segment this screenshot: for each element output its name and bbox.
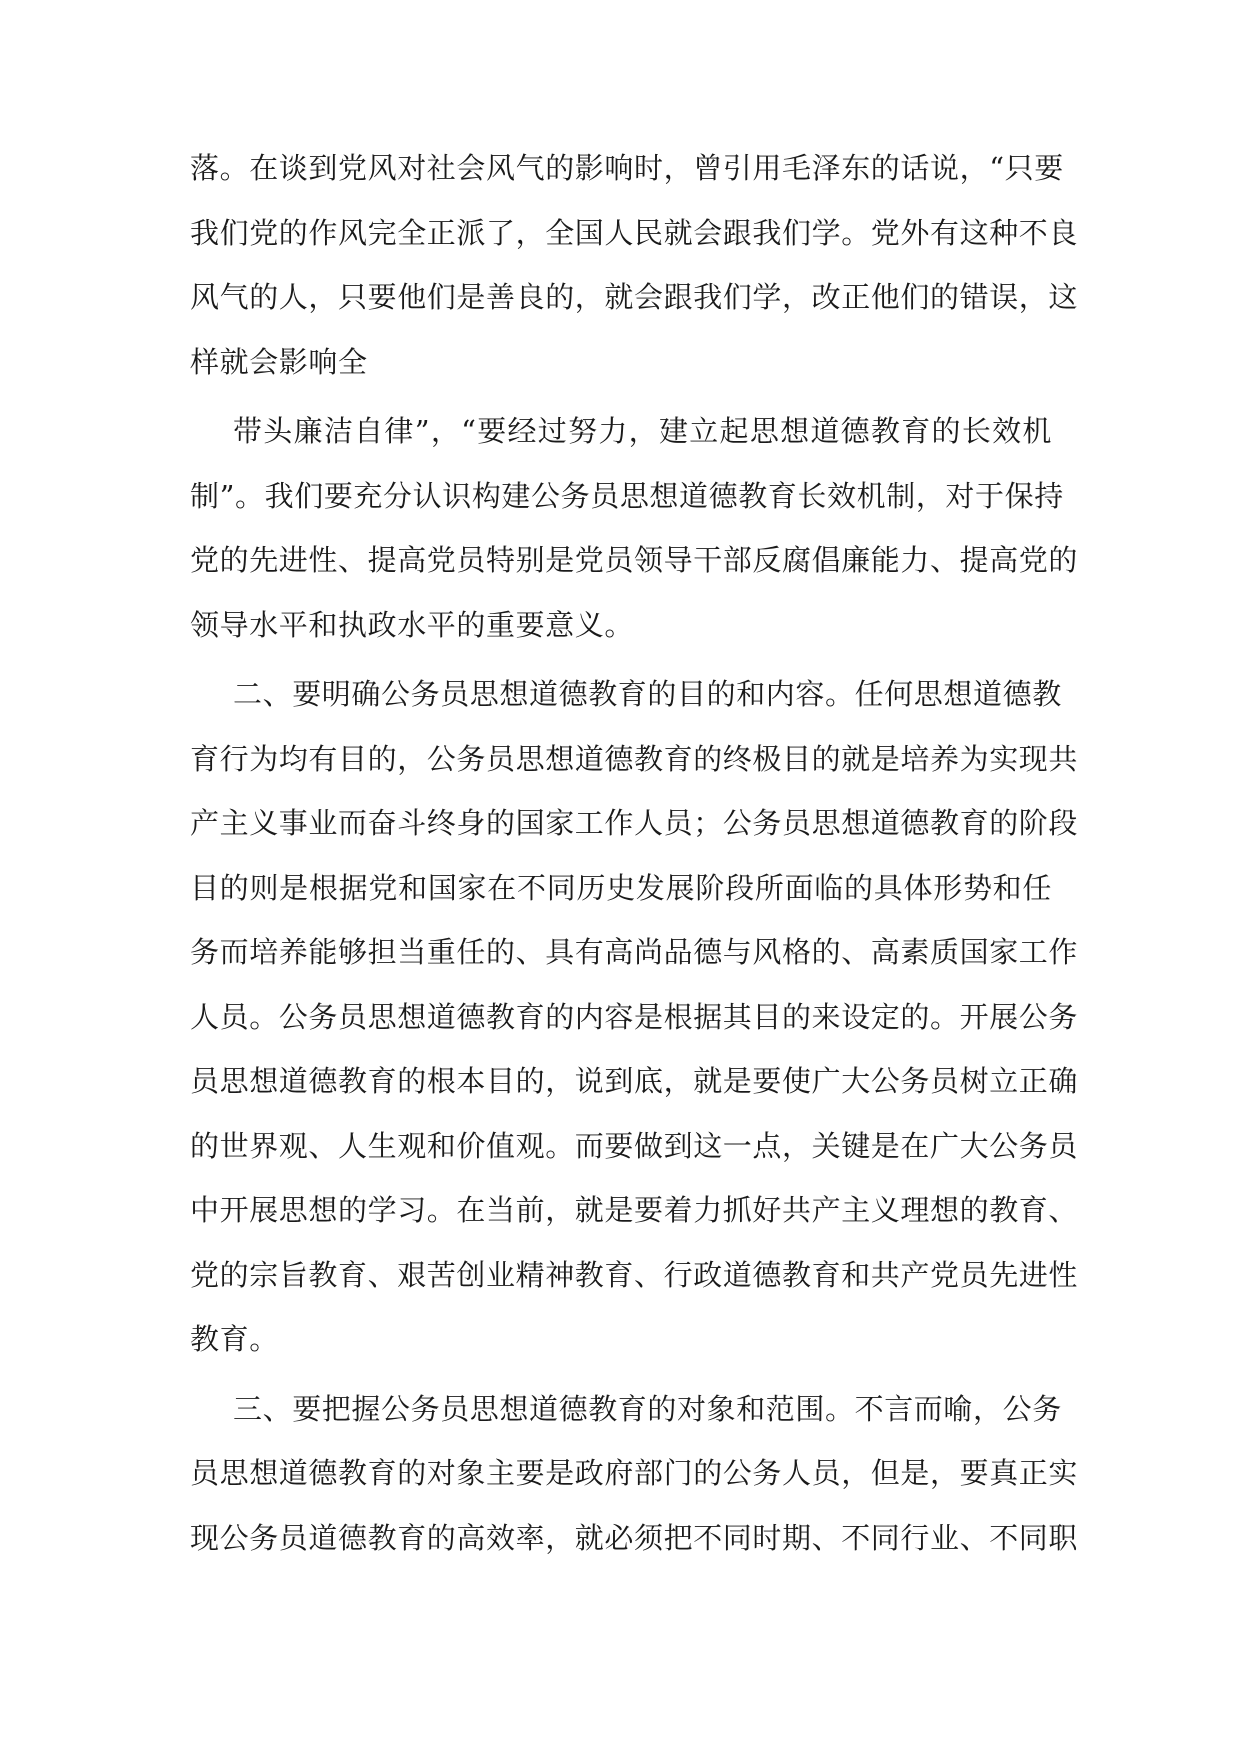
text-line: 目的则是根据党和国家在不同历史发展阶段所面临的具体形势和任 — [190, 870, 1052, 905]
text-line: 的世界观、人生观和价值观。而要做到这一点，关键是在广大公务员 — [190, 1128, 1079, 1163]
text-line: 中开展思想的学习。在当前，就是要着力抓好共产主义理想的教育、 — [190, 1193, 1079, 1227]
text-line: 风气的人，只要他们是善良的，就会跟我们学，改正他们的错误，这 — [190, 280, 1079, 314]
text-line: 党的宗旨教育、艰苦创业精神教育、行政道德教育和共产党员先进性 — [190, 1257, 1079, 1292]
paragraph — [190, 1377, 1079, 1571]
text-line: 三、要把握公务员思想道德教育的对象和范围。不言而喻，公务 — [233, 1391, 1062, 1426]
text-line: 务而培养能够担当重任的、具有高尚品德与风格的、高素质国家工作 — [190, 935, 1079, 969]
text-line: 产主义事业而奋斗终身的国家工作人员；公务员思想道德教育的阶段 — [190, 806, 1079, 840]
paragraph — [190, 136, 1079, 394]
text-line: 我们党的作风完全正派了，全国人民就会跟我们学。党外有这种不良 — [190, 215, 1079, 250]
text-line: 育行为均有目的，公务员思想道德教育的终极目的就是培养为实现共 — [190, 741, 1079, 776]
text-line: 领导水平和执政水平的重要意义。 — [190, 607, 635, 642]
text-line: 带头廉洁自律”，“要经过努力，建立起思想道德教育的长效机 — [233, 414, 1052, 448]
paragraph — [190, 662, 1079, 1372]
text-line: 员思想道德教育的根本目的，说到底，就是要使广大公务员树立正确 — [190, 1064, 1079, 1098]
text-line: 落。在谈到党风对社会风气的影响时，曾引用毛泽东的话说，“只要 — [190, 151, 1064, 185]
document-body — [190, 136, 1079, 1570]
paragraph — [190, 399, 1079, 657]
text-line: 党的先进性、提高党员特别是党员领导干部反腐倡廉能力、提高党的 — [190, 543, 1079, 577]
text-line: 教育。 — [190, 1322, 279, 1356]
text-line: 制”。我们要充分认识构建公务员思想道德教育长效机制，对于保持 — [190, 478, 1064, 513]
text-line: 人员。公务员思想道德教育的内容是根据其目的来设定的。开展公务 — [190, 999, 1079, 1034]
text-line: 样就会影响全 — [190, 344, 368, 379]
text-line: 现公务员道德教育的高效率，就必须把不同时期、不同行业、不同职 — [190, 1520, 1079, 1555]
text-line: 员思想道德教育的对象主要是政府部门的公务人员，但是，要真正实 — [190, 1456, 1079, 1490]
text-line: 二、要明确公务员思想道德教育的目的和内容。任何思想道德教 — [233, 677, 1062, 711]
